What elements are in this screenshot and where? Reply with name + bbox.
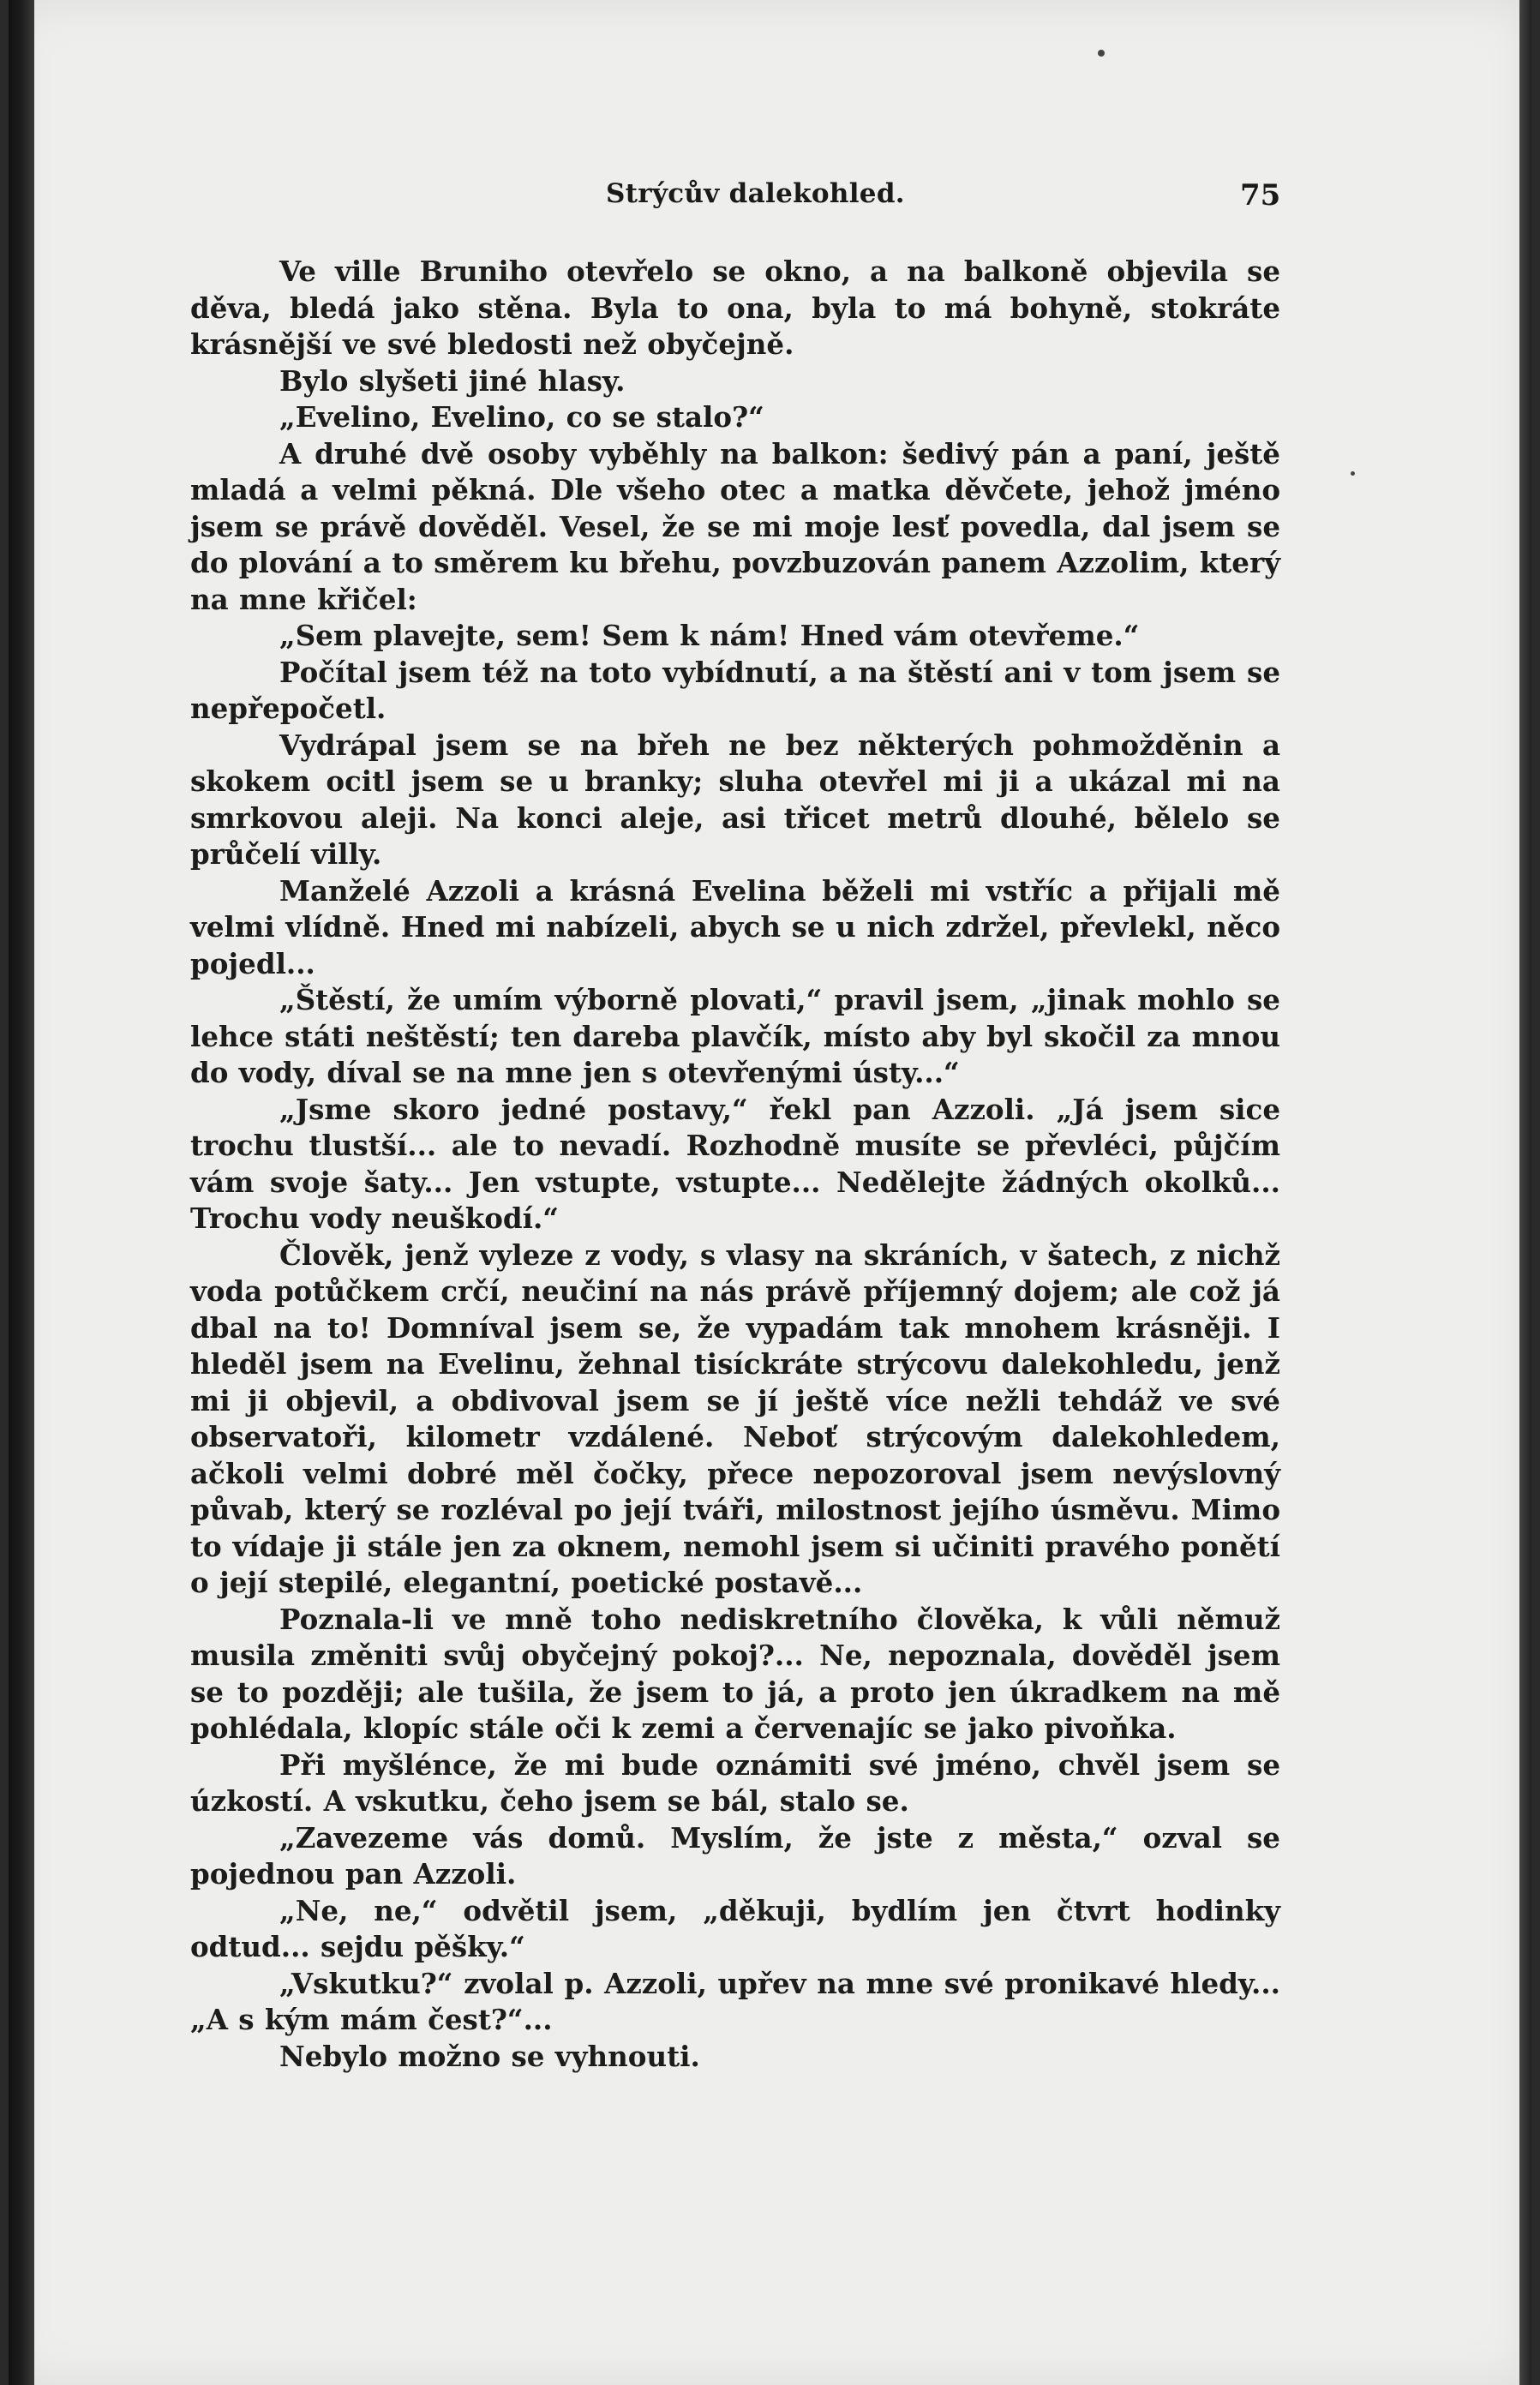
paragraph: „Štěstí, že umím výborně plovati,“ pravil jsem, „jinak mohlo se lehce státi neštěstí; ten dareba plavčík, místo aby byl skočil za mnou do vody, díval se na mne jen s otevřenými ústy...“ [190,983,1280,1089]
paragraph: Bylo slyšeti jiné hlasy. [279,363,626,398]
paragraph: „Sem plavejte, sem! Sem k nám! Hned vám otevřeme.“ [279,619,1140,652]
page-binding-shadow [9,0,34,2385]
paragraph: Počítal jsem též na toto vybídnutí, a na štěstí ani v tom jsem se nepřepočetl. [190,655,1280,725]
print-speck [1351,471,1355,476]
paragraph: „Ne, ne,“ odvětil jsem, „děkuji, bydlím jen čtvrt hodinky odtud... sejdu pěšky.“ [190,1893,1280,1963]
paragraph: Člověk, jenž vyleze z vody, s vlasy na skráních, v šatech, z nichž voda potůčkem crčí, neučiní na nás právě příjemný dojem; ale což já dbal na to! Domníval jsem se, že vypadám tak mnohem krásněji. I hleděl jsem na Evelinu, žehnal tisíckráte strýcovu dalekohledu, jenž mi ji objevil, a obdivoval jsem se jí ještě více nežli tehdáž ve své observatoři, kilometr vzdálené. Neboť strýcovým dalekohledem, ačkoli velmi dobré měl čočky, přece nepozoroval jsem nevýslovný půvab, který se rozléval po její tváři, milostnost jejího úsměvu. Mimo to vídaje ji stále jen za oknem, nemohl jsem si učiniti pravého ponětí o její stepilé, elegantní, poetické postavě... [190,1237,1280,1599]
paragraph: Ve ville Bruniho otevřelo se okno, a na balkoně objevila se děva, bledá jako stěna. Byla to ona, byla to má bohyně, stokráte krásnější ve své bledosti než obyčejně. [190,255,1280,361]
page-number: 75 [1240,178,1281,213]
paragraph: „Zavezeme vás domů. Myslím, že jste z města,“ ozval se pojednou pan Azzoli. [190,1820,1280,1891]
paragraph: „Jsme skoro jedné postavy,“ řekl pan Azzoli. „Já jsem sice trochu tlustší... ale to nevadí. Rozhodně musíte se převléci, půjčím vám svoje šaty... Jen vstupte, vstupte... Nedělejte žádných okolků... Trochu vody neuškodí.“ [190,1092,1280,1235]
paragraph: Manželé Azzoli a krásná Evelina běželi mi vstříc a přijali mě velmi vlídně. Hned mi nabízeli, abych se u nich zdržel, převlekl, něco pojedl... [190,873,1280,980]
paragraph: A druhé dvě osoby vyběhly na balkon: šedivý pán a paní, ještě mladá a velmi pěkná. Dle všeho otec a matka děvčete, jehož jméno jsem se právě dověděl. Vesel, že se mi moje lesť povedla, dal jsem se do plování a to směrem ku břehu, povzbuzován panem Azzolim, který na mne křičel: [190,436,1280,616]
page-edge-right [1519,0,1531,2385]
page-header [9,178,1531,214]
paragraph: Při myšlénce, že mi bude oznámiti své jméno, chvěl jsem se úzkostí. A vskutku, čeho jsem se bál, stalo se. [190,1747,1280,1818]
print-speck [1098,50,1105,57]
paragraph: Vydrápal jsem se na břeh ne bez některých pohmožděnin a skokem ocitl jsem se u branky; sluha otevřel mi ji a ukázal mi na smrkovou aleji. Na konci aleje, asi třicet metrů dlouhé, bělelo se průčelí villy. [190,728,1280,871]
paragraph: „Vskutku?“ zvolal p. Azzoli, upřev na mne své pronikavé hledy... „A s kým mám čest?“... [190,1966,1280,2036]
paragraph: „Evelino, Evelino, co se stalo?“ [279,400,764,434]
paragraph: Nebylo možno se vyhnouti. [279,2039,700,2073]
book-page [9,0,1531,2385]
running-title: Strýcův dalekohled. [606,178,905,209]
body-text [190,254,1280,2075]
paragraph: Poznala-li ve mně toho nediskretního člověka, k vůli němuž musila změniti svůj obyčejný pokoj?... Ne, nepoznala, dověděl jsem se to později; ale tušila, že jsem to já, a proto jen úkradkem na mě pohlédala, klopíc stále oči k zemi a červenajíc se jako pivoňka. [190,1602,1280,1745]
